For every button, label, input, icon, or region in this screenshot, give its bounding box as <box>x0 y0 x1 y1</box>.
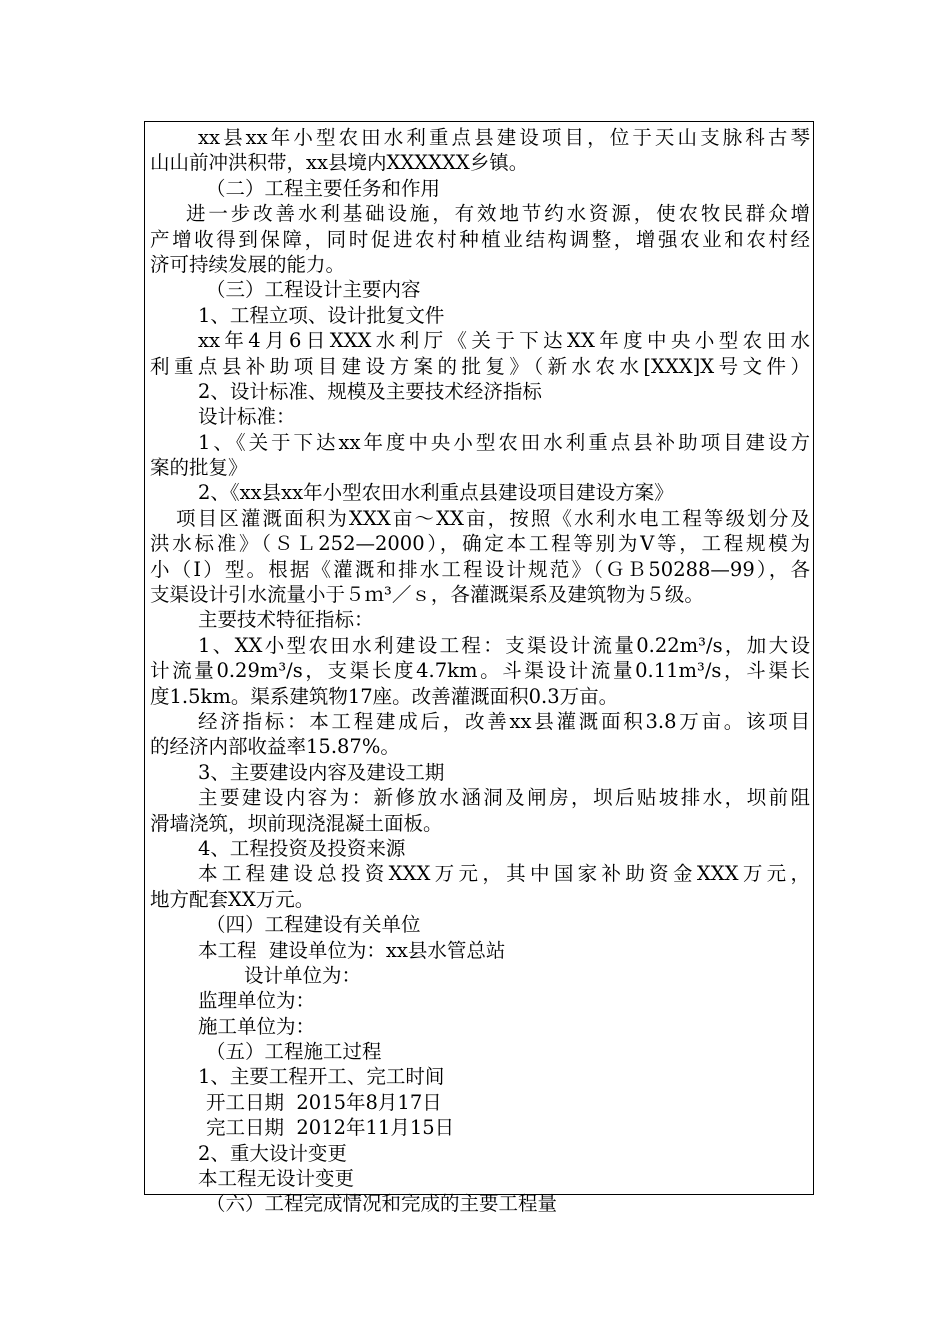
section-heading: （三）工程设计主要内容 <box>206 278 421 302</box>
paragraph-line: 监理单位为： <box>198 989 316 1013</box>
paragraph-line: 洪水标准》（ＳＬ252—2000），确定本工程等别为Ⅴ等，工程规模为 <box>150 532 810 556</box>
paragraph-line: 的经济内部收益率15.87%。 <box>150 735 400 759</box>
paragraph-line: 施工单位为： <box>198 1014 316 1038</box>
paragraph-line: 地方配套XX万元。 <box>150 887 315 911</box>
section-heading: （四）工程建设有关单位 <box>206 913 421 937</box>
paragraph-line: 案的批复》 <box>150 456 248 480</box>
paragraph-line: 设计单位为： <box>244 963 362 987</box>
section-heading: （六）工程完成情况和完成的主要工程量 <box>206 1192 558 1216</box>
paragraph-line: 度1.5km。渠系建筑物17座。改善灌溉面积0.3万亩。 <box>150 684 619 708</box>
subsection-heading: 2、设计标准、规模及主要技术经济指标 <box>198 379 542 403</box>
paragraph-line: xx年4月6日XXX水利厅《关于下达XX年度中央小型农田水 <box>198 329 810 353</box>
paragraph-line: 完工日期 2012年11月15日 <box>206 1116 455 1140</box>
section-heading: （五）工程施工过程 <box>206 1040 382 1064</box>
paragraph-line: 山山前冲洪积带，xx县境内XXXXXX乡镇。 <box>150 151 529 175</box>
paragraph-line: 1、XX小型农田水利建设工程：支渠设计流量0.22m³/s，加大设 <box>198 633 810 657</box>
section-heading: （二）工程主要任务和作用 <box>206 176 441 200</box>
paragraph-line: 本工程无设计变更 <box>198 1167 355 1191</box>
paragraph-line: xx县xx年小型农田水利重点县建设项目，位于天山支脉科古琴 <box>198 126 810 149</box>
paragraph-line: 滑墙浇筑，坝前现浇混凝土面板。 <box>150 811 443 835</box>
document-body <box>150 125 810 1217</box>
paragraph-line: 本工程建设总投资XXX万元，其中国家补助资金XXX万元， <box>198 862 810 886</box>
paragraph-line: 设计标准： <box>198 405 296 429</box>
paragraph-line: 项目区灌溉面积为XXX亩～XX亩，按照《水利水电工程等级划分及 <box>176 506 810 530</box>
paragraph-line: 1、《关于下达xx年度中央小型农田水利重点县补助项目建设方 <box>198 430 810 454</box>
paragraph-line: 小（Ⅰ）型。根据《灌溉和排水工程设计规范》（ＧＢ50288—99），各 <box>150 557 810 581</box>
paragraph-line: 主要技术特征指标： <box>198 608 374 632</box>
subsection-heading: 1、工程立项、设计批复文件 <box>198 303 445 327</box>
paragraph-line: 支渠设计引水流量小于５ｍ³／ｓ，各灌溉渠系及建筑物为５级。 <box>150 583 704 607</box>
paragraph-line: 2、《xx县xx年小型农田水利重点县建设项目建设方案》 <box>198 481 674 505</box>
paragraph-line: 济可持续发展的能力。 <box>150 252 346 276</box>
paragraph-line: 本工程 建设单位为：xx县水管总站 <box>198 938 506 962</box>
paragraph-line: 开工日期 2015年8月17日 <box>206 1090 442 1114</box>
paragraph-line: 进一步改善水利基础设施，有效地节约水资源，使农牧民群众增 <box>186 202 810 226</box>
subsection-heading: 4、工程投资及投资来源 <box>198 836 406 860</box>
subsection-heading: 2、重大设计变更 <box>198 1141 347 1165</box>
paragraph-line: 主要建设内容为：新修放水涵洞及闸房，坝后贴坡排水，坝前阻 <box>198 786 810 810</box>
subsection-heading: 3、主要建设内容及建设工期 <box>198 760 445 784</box>
paragraph-line: 产增收得到保障，同时促进农村种植业结构调整，增强农业和农村经 <box>150 227 810 251</box>
subsection-heading: 1、主要工程开工、完工时间 <box>198 1065 445 1089</box>
paragraph-line: 经济指标：本工程建成后，改善xx县灌溉面积3.8万亩。该项目 <box>198 709 810 733</box>
paragraph-line: 计流量0.29m³/s，支渠长度4.7km。斗渠设计流量0.11m³/s，斗渠长 <box>150 659 810 683</box>
paragraph-line: 利重点县补助项目建设方案的批复》（新水农水[XXX]X号文件） <box>150 354 810 378</box>
